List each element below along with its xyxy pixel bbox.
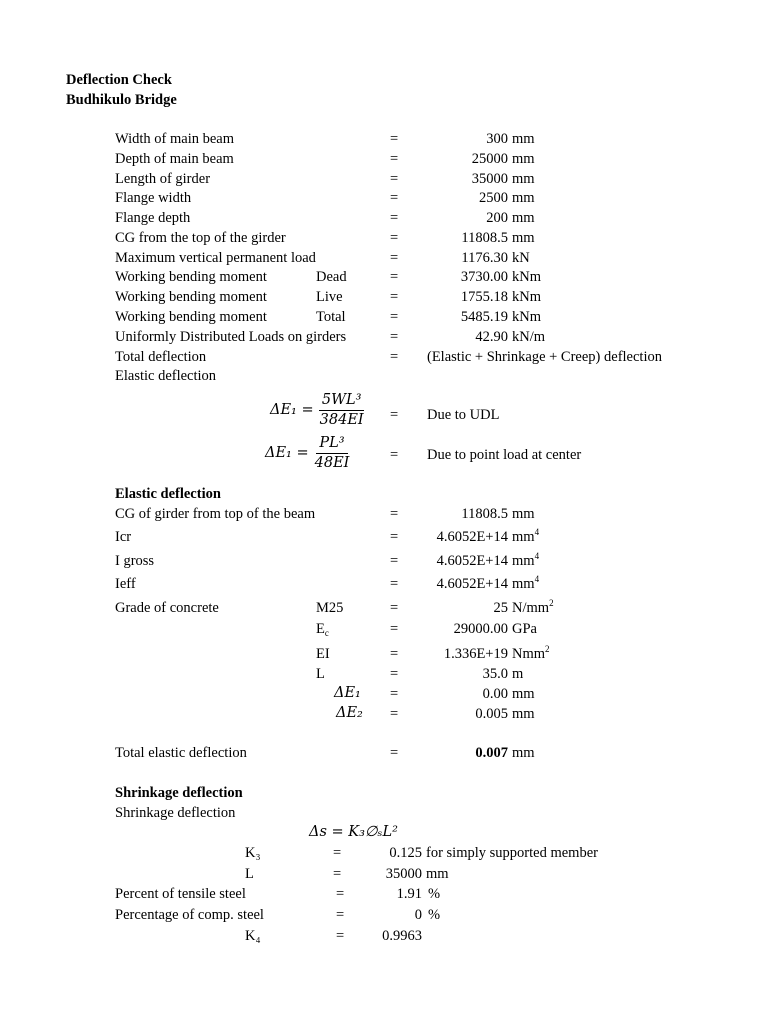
equals-sign: =: [390, 666, 399, 682]
formula-point-load: [265, 436, 352, 470]
formula-numerator: PL³: [316, 436, 347, 454]
shrinkage-label: Shrinkage deflection: [115, 805, 236, 821]
equals-sign: =: [390, 210, 399, 226]
param-value: 35000: [385, 866, 422, 882]
equals-sign: =: [390, 706, 399, 722]
param-value: 4.6052E+14: [436, 576, 508, 592]
equals-sign: =: [390, 131, 399, 147]
equals-sign: =: [333, 845, 342, 861]
param-sublabel: K₄: [245, 928, 261, 944]
param-label: Flange depth: [115, 210, 191, 226]
equals-sign: =: [390, 506, 399, 522]
param-value: 300: [486, 131, 508, 147]
param-unit: kNm: [512, 289, 541, 305]
param-value: 3730.00: [460, 269, 508, 285]
elastic-deflection-label: Elastic deflection: [115, 368, 217, 384]
param-unit: mm: [512, 190, 535, 206]
param-value: 2500: [479, 190, 508, 206]
param-unit: m: [512, 666, 524, 682]
param-unit: $mm^4$: [512, 551, 540, 569]
param-label: Width of main beam: [115, 131, 235, 147]
param-value: 1755.18: [460, 289, 508, 305]
equals-sign: =: [390, 686, 399, 702]
param-unit: mm: [512, 131, 535, 147]
formula-lhs: ΔE₁ =: [265, 444, 309, 461]
param-sublabel: $E_c$: [316, 621, 329, 638]
formula-lhs: ΔE₁ =: [270, 401, 314, 418]
equals-sign: =: [390, 171, 399, 187]
param-unit: %: [428, 907, 441, 923]
param-label: Working bending moment: [115, 269, 267, 285]
param-label: Uniformly Distributed Loads on girders: [115, 329, 347, 345]
document-subtitle: Budhikulo Bridge: [66, 92, 177, 108]
param-label: Icr: [115, 529, 132, 545]
equals-sign: =: [390, 745, 399, 761]
param-value: 1.336E+19: [443, 646, 508, 662]
equals-sign: =: [390, 407, 399, 423]
param-label: Grade of concrete: [115, 600, 219, 616]
equals-sign: =: [390, 250, 399, 266]
param-unit: kNm: [512, 309, 541, 325]
param-value: 42.90: [475, 329, 508, 345]
param-label: Length of girder: [115, 171, 211, 187]
param-value: 0.9963: [382, 928, 422, 944]
equals-sign: =: [390, 576, 399, 592]
param-unit: mm: [512, 151, 535, 167]
equals-sign: =: [390, 289, 399, 305]
formula-numerator: 5WL³: [319, 393, 365, 411]
param-unit: GPa: [512, 621, 537, 637]
param-sublabel: Dead: [316, 269, 347, 285]
param-label: Depth of main beam: [115, 151, 234, 167]
param-unit: mm: [512, 230, 535, 246]
equals-sign: =: [390, 230, 399, 246]
param-unit: kN: [512, 250, 530, 266]
param-unit: mm: [512, 706, 535, 722]
formula-point-load-desc: Due to point load at center: [427, 447, 582, 463]
param-unit: $mm^4$: [512, 527, 540, 545]
param-label: Flange width: [115, 190, 192, 206]
param-sublabel: Live: [316, 289, 343, 305]
param-sublabel: Total: [316, 309, 346, 325]
param-unit: for simply supported member: [426, 845, 598, 861]
document-title: Deflection Check: [66, 72, 172, 88]
param-value: 5485.19: [460, 309, 508, 325]
param-value: 25: [493, 600, 508, 616]
param-value: 4.6052E+14: [436, 553, 508, 569]
param-label: Maximum vertical permanent load: [115, 250, 316, 266]
param-label: Percent of tensile steel: [115, 886, 246, 902]
param-sublabel: L: [316, 666, 325, 682]
equals-sign: =: [390, 447, 399, 463]
param-value: 1.91: [396, 886, 422, 902]
param-sublabel: ΔE₁: [334, 685, 361, 701]
param-unit: $mm^4$: [512, 574, 540, 592]
formula-denominator: 48EI: [314, 454, 350, 471]
equals-sign: =: [390, 600, 399, 616]
param-unit: mm: [426, 866, 449, 882]
param-label: Ieff: [115, 576, 136, 592]
param-value: 35.0: [482, 666, 508, 682]
param-label: Percentage of comp. steel: [115, 907, 264, 923]
param-value: 35000: [471, 171, 508, 187]
param-sublabel: ΔE₂: [336, 705, 363, 721]
param-value: 29000.00: [453, 621, 508, 637]
param-unit: kNm: [512, 269, 541, 285]
equals-sign: =: [390, 269, 399, 285]
total-deflection-value: (Elastic + Shrinkage + Creep) deflection: [427, 349, 662, 365]
param-value: 11808.5: [461, 506, 508, 522]
equals-sign: =: [390, 349, 399, 365]
total-elastic-unit: mm: [512, 745, 535, 761]
param-unit: mm: [512, 210, 535, 226]
equals-sign: =: [390, 309, 399, 325]
section-heading: Shrinkage deflection: [115, 785, 243, 801]
param-value: 4.6052E+14: [436, 529, 508, 545]
param-sublabel: L: [245, 866, 254, 882]
param-sublabel: EI: [316, 646, 330, 662]
equals-sign: =: [333, 866, 342, 882]
param-unit: mm: [512, 171, 535, 187]
param-label: Working bending moment: [115, 289, 267, 305]
formula-denominator: 384EI: [319, 411, 364, 428]
param-unit: Nmm$^2$: [512, 644, 550, 662]
equals-sign: =: [390, 529, 399, 545]
param-value: 200: [486, 210, 508, 226]
equals-sign: =: [390, 646, 399, 662]
param-label: CG of girder from top of the beam: [115, 506, 316, 522]
param-unit: $N/mm^2$: [512, 598, 554, 616]
equals-sign: =: [336, 886, 345, 902]
param-value: 25000: [471, 151, 508, 167]
param-label: Working bending moment: [115, 309, 267, 325]
param-value: 0: [414, 907, 422, 923]
param-unit: kN/m: [512, 329, 546, 345]
param-sublabel: K₃: [245, 845, 261, 861]
equals-sign: =: [336, 928, 345, 944]
formula-udl: [270, 393, 367, 427]
param-label: CG from the top of the girder: [115, 230, 286, 246]
param-value: 0.00: [482, 686, 508, 702]
total-deflection-label: Total deflection: [115, 349, 207, 365]
total-elastic-label: Total elastic deflection: [115, 745, 247, 761]
param-value: 1176.30: [461, 250, 508, 266]
total-elastic-value: 0.007: [475, 745, 508, 761]
equals-sign: =: [390, 553, 399, 569]
param-value: 0.005: [475, 706, 508, 722]
section-heading: Elastic deflection: [115, 486, 221, 502]
param-unit: %: [428, 886, 441, 902]
shrinkage-formula: Δs = K₃∅ₛL²: [309, 824, 398, 840]
param-value: 11808.5: [461, 230, 508, 246]
equals-sign: =: [390, 190, 399, 206]
equals-sign: =: [390, 329, 399, 345]
equals-sign: =: [390, 621, 399, 637]
equals-sign: =: [390, 151, 399, 167]
param-label: I gross: [115, 553, 155, 569]
param-unit: mm: [512, 686, 535, 702]
formula-udl-desc: Due to UDL: [427, 407, 500, 423]
param-sublabel: M25: [316, 600, 344, 616]
param-unit: mm: [512, 506, 535, 522]
equals-sign: =: [336, 907, 345, 923]
param-value: 0.125: [389, 845, 422, 861]
